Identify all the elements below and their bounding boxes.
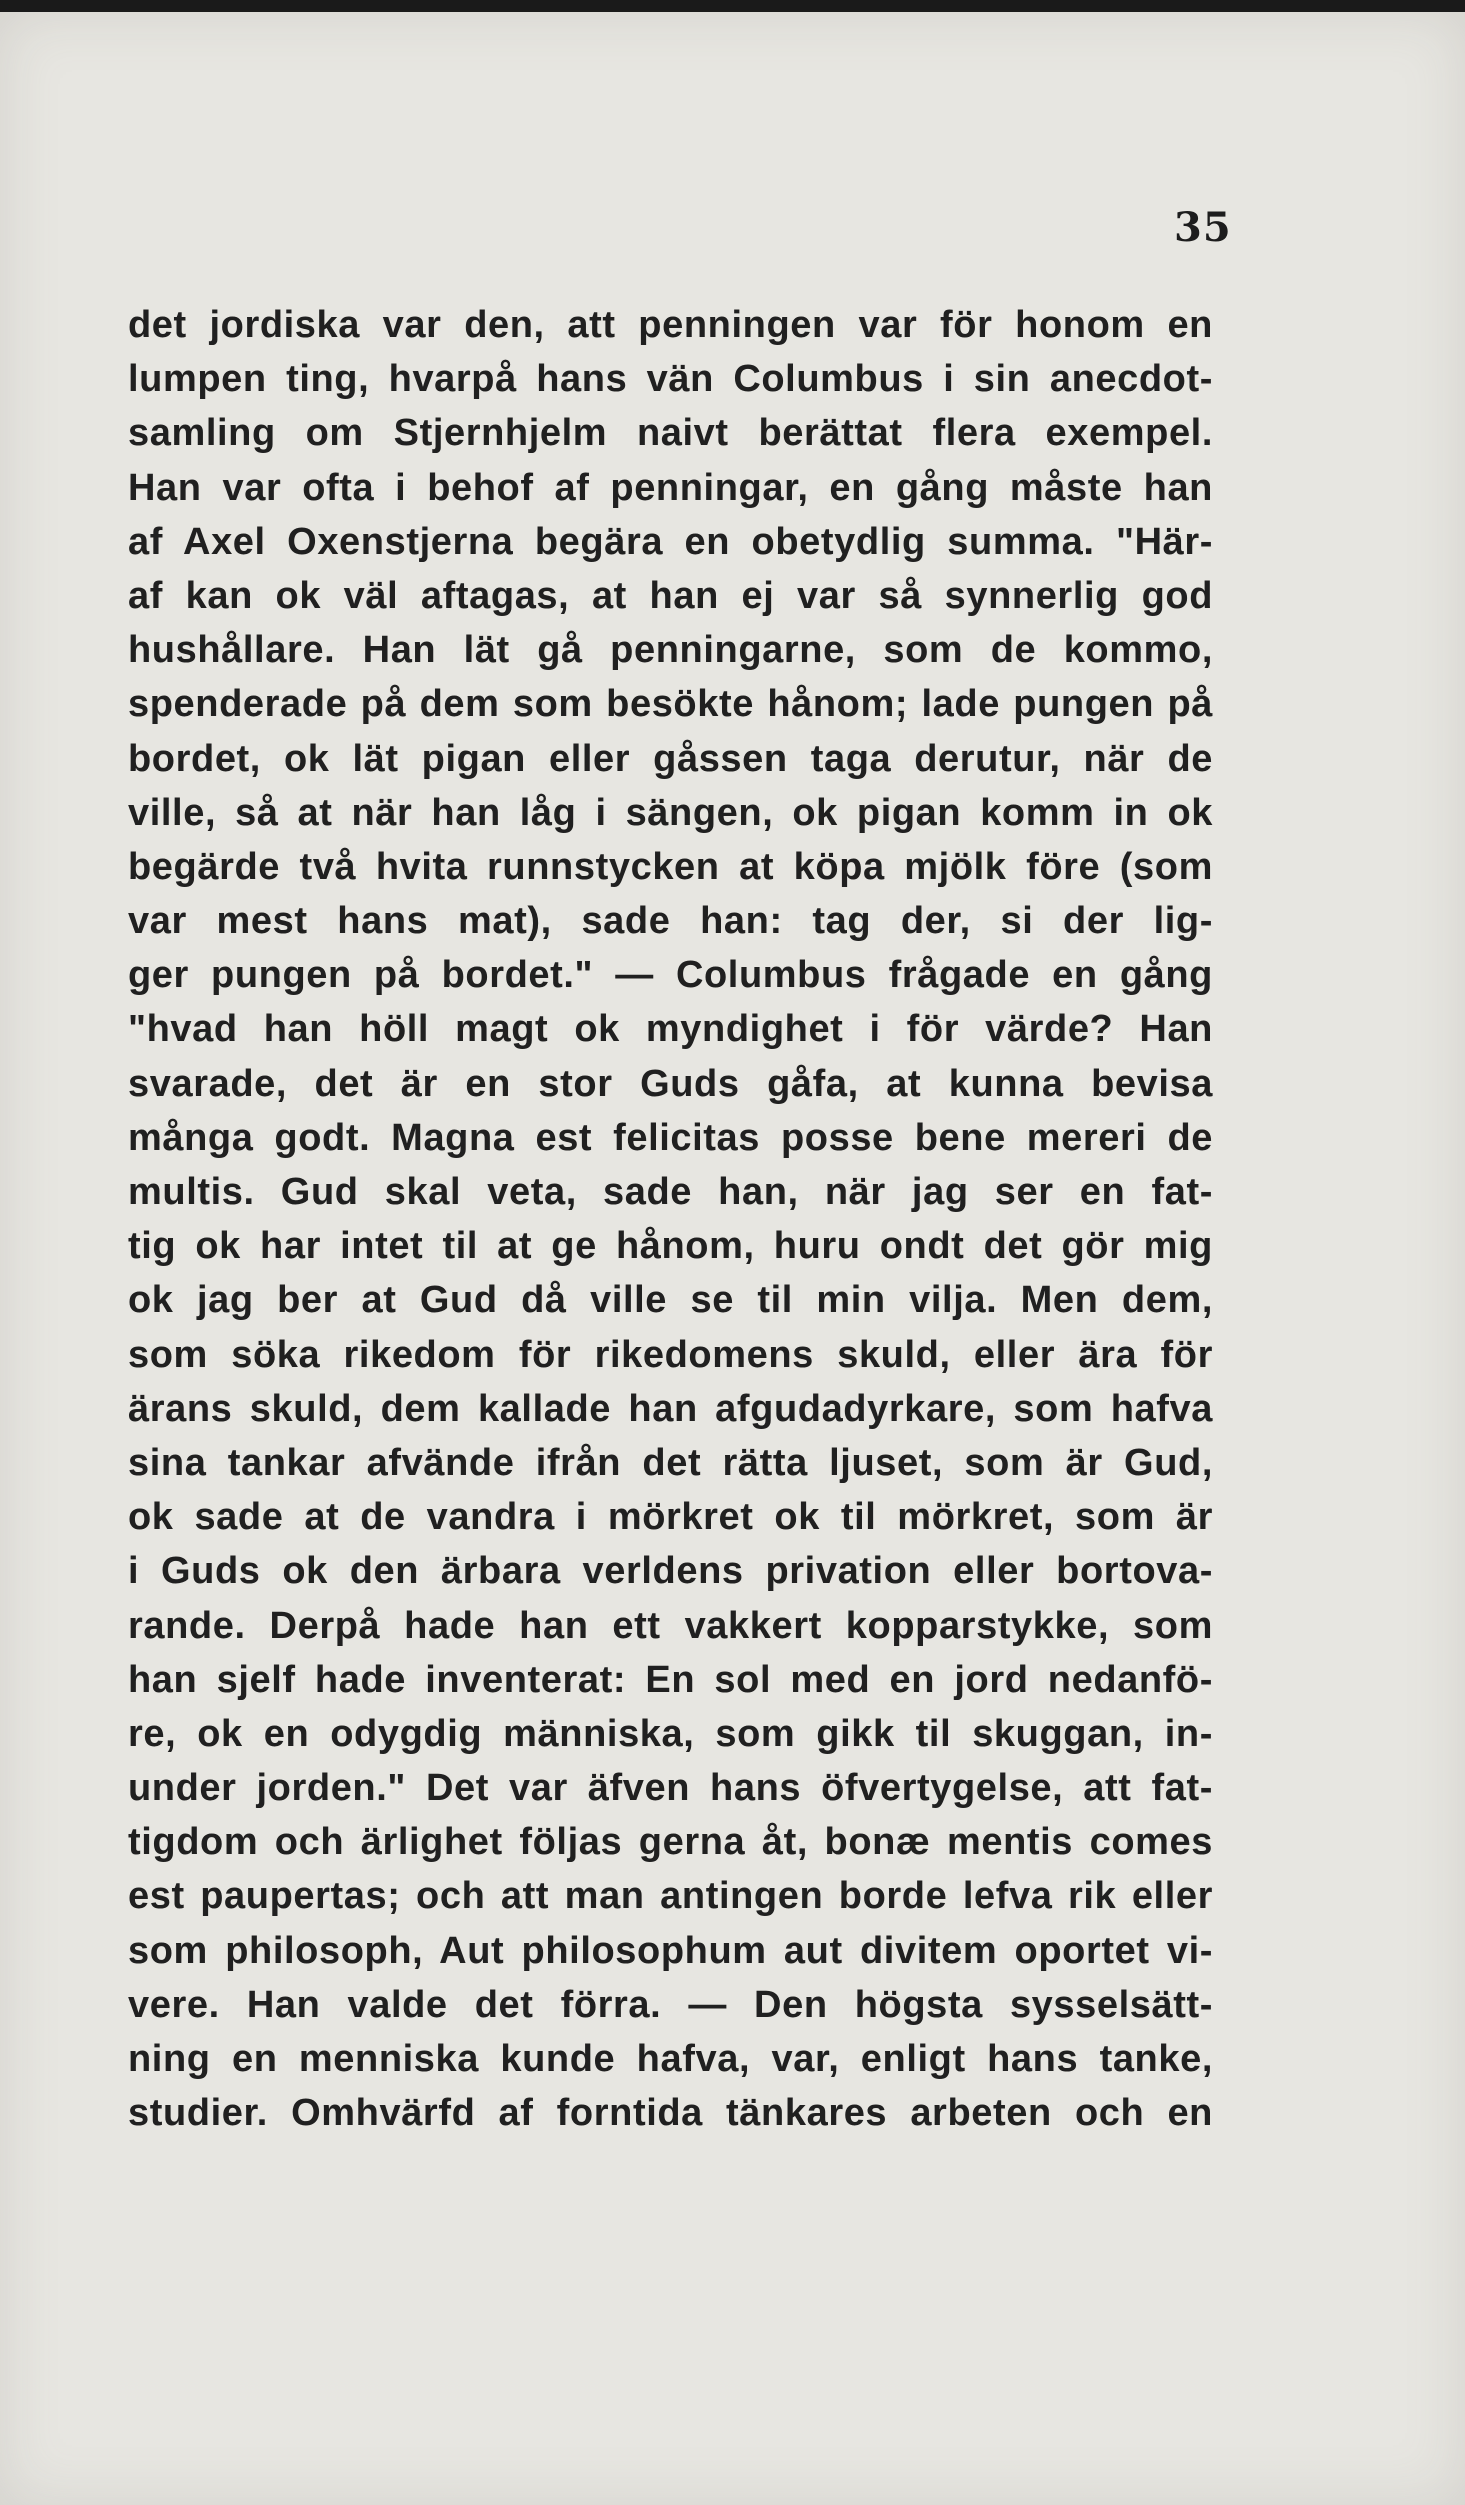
text-line: svarade, det är en stor Guds gåfa, at kunna bevisa bbox=[128, 1062, 1213, 1105]
text-line: studier. Omhvärfd af forntida tänkares arbeten och en bbox=[128, 2092, 1213, 2135]
text-line: ning en menniska kunde hafva, var, enligt hans tanke, bbox=[128, 2038, 1213, 2080]
text-line: est paupertas; och att man antingen borde lefva rik eller bbox=[128, 1875, 1213, 1918]
text-line: under jorden." Det var äfven hans öfvertygelse, att fat- bbox=[128, 1767, 1213, 1810]
text-line: samling om Stjernhjelm naivt berättat flera exempel. bbox=[128, 412, 1213, 455]
text-line: tig ok har intet til at ge hånom, huru ondt det gör mig bbox=[128, 1225, 1213, 1268]
text-line: det jordiska var den, att penningen var för honom en bbox=[128, 304, 1213, 346]
text-line: af kan ok väl aftagas, at han ej var så synnerlig god bbox=[128, 574, 1213, 617]
text-line: vere. Han valde det förra. — Den högsta sysselsätt- bbox=[128, 1983, 1213, 2026]
text-line: af Axel Oxenstjerna begära en obetydlig summa. "Här- bbox=[128, 520, 1213, 563]
text-line: bordet, ok lät pigan eller gåssen taga derutur, när de bbox=[128, 737, 1213, 780]
text-line: rande. Derpå hade han ett vakkert kopparstykke, som bbox=[128, 1604, 1213, 1647]
page-number: 35 bbox=[1174, 204, 1232, 251]
text-line: som söka rikedom för rikedomens skuld, eller ära för bbox=[128, 1333, 1213, 1376]
text-line: hushållare. Han lät gå penningarne, som de kommo, bbox=[128, 629, 1213, 672]
scan-top-edge bbox=[0, 0, 1465, 12]
text-line: lumpen ting, hvarpå hans vän Columbus i sin anecdot- bbox=[128, 358, 1213, 401]
text-line: tigdom och ärlighet följas gerna åt, bonæ mentis comes bbox=[128, 1821, 1213, 1864]
text-line: re, ok en odygdig människa, som gikk til skuggan, in- bbox=[128, 1712, 1213, 1755]
book-page bbox=[0, 12, 1465, 2505]
text-line: ville, så at när han låg i sängen, ok pigan komm in ok bbox=[128, 791, 1213, 834]
text-line: spenderade på dem som besökte hånom; lade pungen på bbox=[128, 683, 1213, 726]
text-line: Han var ofta i behof af penningar, en gång måste han bbox=[128, 466, 1213, 509]
text-line: multis. Gud skal veta, sade han, när jag ser en fat- bbox=[128, 1171, 1213, 1213]
text-line: ok sade at de vandra i mörkret ok til mörkret, som är bbox=[128, 1496, 1213, 1539]
text-line: begärde två hvita runnstycken at köpa mjölk före (som bbox=[128, 845, 1213, 888]
text-line: han sjelf hade inventerat: En sol med en jord nedanfö- bbox=[128, 1658, 1213, 1701]
text-line: var mest hans mat), sade han: tag der, si der lig- bbox=[128, 900, 1213, 943]
text-line: många godt. Magna est felicitas posse bene mereri de bbox=[128, 1116, 1213, 1159]
text-line: i Guds ok den ärbara verldens privation eller bortova- bbox=[128, 1550, 1213, 1593]
text-line: som philosoph, Aut philosophum aut divitem oportet vi- bbox=[128, 1929, 1213, 1972]
text-line: ärans skuld, dem kallade han afgudadyrkare, som hafva bbox=[128, 1387, 1213, 1430]
text-line: sina tankar afvände ifrån det rätta ljuset, som är Gud, bbox=[128, 1441, 1213, 1484]
text-line: "hvad han höll magt ok myndighet i för värde? Han bbox=[128, 1008, 1213, 1051]
text-line: ger pungen på bordet." — Columbus frågade en gång bbox=[128, 954, 1213, 997]
body-text bbox=[128, 298, 1213, 2140]
text-line: ok jag ber at Gud då ville se til min vilja. Men dem, bbox=[128, 1279, 1213, 1322]
